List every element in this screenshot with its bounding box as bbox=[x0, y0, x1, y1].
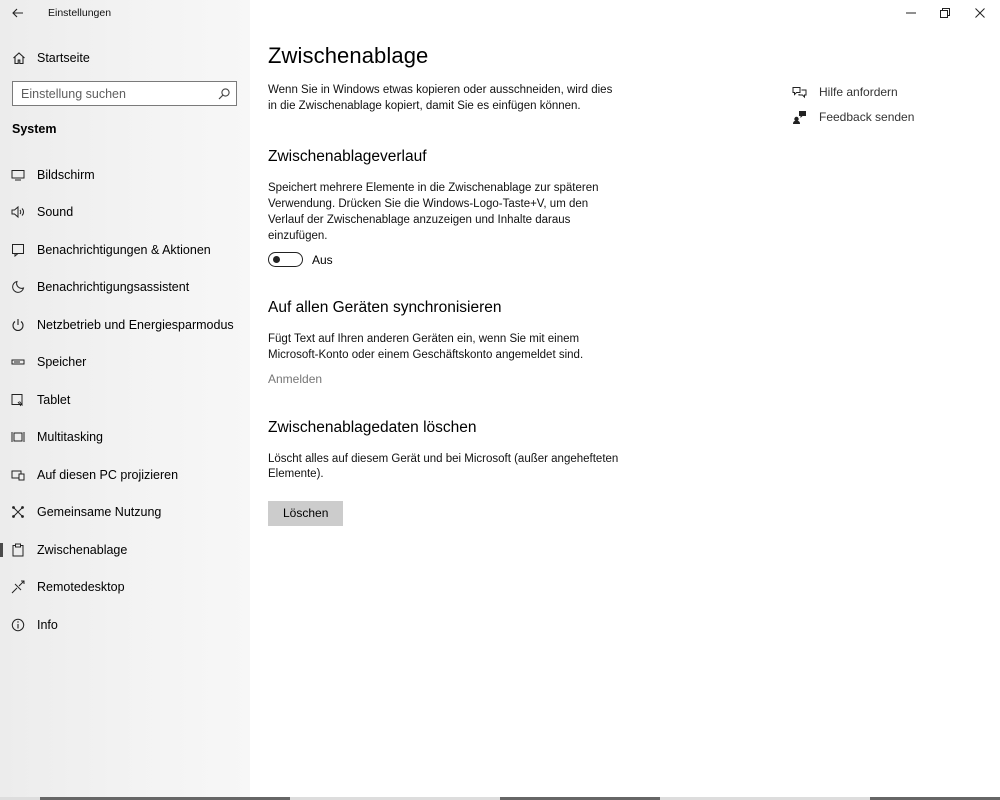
moon-icon bbox=[11, 280, 25, 294]
settings-search[interactable] bbox=[12, 81, 237, 106]
multitasking-icon bbox=[11, 430, 25, 444]
sidebar-item-speicher[interactable] bbox=[0, 344, 250, 382]
restore-button[interactable] bbox=[928, 0, 962, 26]
clear-button[interactable]: Löschen bbox=[268, 501, 343, 526]
history-description: Speichert mehrere Elemente in die Zwischenablage zur späteren Verwendung. Drücken Sie die Windows-Logo-Taste+V, um den Verlauf der Zwischenablage anzuzeigen und Inhalte daraus einzufügen. bbox=[268, 182, 599, 242]
sidebar-item-label: Benachrichtigungen & Aktionen bbox=[37, 242, 211, 257]
history-heading: Zwischenablageverlauf bbox=[268, 148, 427, 166]
sidebar-item-label: Zwischenablage bbox=[37, 542, 128, 557]
home-link[interactable] bbox=[12, 48, 242, 68]
restore-icon bbox=[940, 8, 950, 18]
sidebar-item-benachrichtigungen[interactable] bbox=[0, 231, 250, 269]
get-help-link[interactable] bbox=[792, 79, 914, 104]
section-header: System bbox=[12, 122, 57, 136]
sidebar-item-info[interactable] bbox=[0, 606, 250, 644]
chat-help-icon bbox=[792, 85, 807, 99]
sidebar-item-label: Gemeinsame Nutzung bbox=[37, 505, 162, 520]
history-toggle-row bbox=[268, 252, 628, 267]
notification-icon bbox=[11, 243, 25, 257]
sync-description: Fügt Text auf Ihren anderen Geräten ein, wenn Sie mit einem Microsoft-Konto oder einem Geschäftskonto angemeldet sind. bbox=[268, 333, 584, 361]
back-button[interactable] bbox=[6, 4, 30, 22]
page-title: Zwischenablage bbox=[268, 43, 429, 68]
close-button[interactable] bbox=[963, 0, 997, 26]
sidebar-item-sound[interactable] bbox=[0, 194, 250, 232]
clear-heading: Zwischenablagedaten löschen bbox=[268, 418, 477, 436]
intro-text: Wenn Sie in Windows etwas kopieren oder ausschneiden, wird dies in die Zwischenablage kopiert, damit Sie es einfügen können. bbox=[268, 84, 613, 112]
history-toggle[interactable] bbox=[268, 252, 303, 267]
minimize-button[interactable] bbox=[894, 0, 928, 26]
sidebar-item-label: Speicher bbox=[37, 355, 87, 370]
help-panel bbox=[792, 79, 914, 129]
sync-heading: Auf allen Geräten synchronisieren bbox=[268, 299, 502, 317]
sidebar bbox=[0, 0, 250, 800]
feedback-link[interactable] bbox=[792, 104, 914, 129]
tablet-icon bbox=[11, 393, 25, 407]
sidebar-item-label: Sound bbox=[37, 205, 74, 220]
clear-description: Löscht alles auf diesem Gerät und bei Microsoft (außer angehefteten Elemente). bbox=[268, 452, 619, 481]
project-icon bbox=[11, 468, 25, 482]
sidebar-item-label: Tablet bbox=[37, 392, 71, 407]
storage-icon bbox=[11, 355, 25, 369]
history-toggle-state: Aus bbox=[312, 252, 333, 267]
sign-in-link[interactable]: Anmelden bbox=[268, 371, 323, 386]
close-icon bbox=[975, 8, 985, 18]
monitor-icon bbox=[11, 168, 25, 182]
sidebar-item-tablet[interactable] bbox=[0, 381, 250, 419]
sidebar-item-zwischenablage[interactable] bbox=[0, 531, 250, 569]
back-arrow-icon bbox=[12, 8, 24, 18]
main-content bbox=[268, 40, 628, 526]
app-title: Einstellungen bbox=[48, 7, 112, 19]
home-icon bbox=[12, 51, 26, 65]
toggle-knob bbox=[273, 256, 280, 263]
sidebar-item-projizieren[interactable] bbox=[0, 456, 250, 494]
get-help-label: Hilfe anfordern bbox=[819, 84, 898, 99]
sidebar-item-label: Remotedesktop bbox=[37, 580, 125, 595]
remote-desktop-icon bbox=[11, 580, 25, 594]
sidebar-item-label: Bildschirm bbox=[37, 167, 95, 182]
share-icon bbox=[11, 505, 25, 519]
minimize-icon bbox=[906, 8, 916, 18]
speaker-icon bbox=[11, 205, 25, 219]
sidebar-item-label: Multitasking bbox=[37, 430, 103, 445]
sidebar-item-remotedesktop[interactable] bbox=[0, 569, 250, 607]
sidebar-item-label: Auf diesen PC projizieren bbox=[37, 467, 179, 482]
power-icon bbox=[11, 318, 25, 332]
sidebar-item-benachrichtigungsassistent[interactable] bbox=[0, 269, 250, 307]
sidebar-item-label: Info bbox=[37, 617, 58, 632]
search-icon[interactable] bbox=[217, 87, 231, 101]
sidebar-item-label: Benachrichtigungsassistent bbox=[37, 280, 190, 295]
feedback-label: Feedback senden bbox=[819, 109, 915, 124]
title-bar bbox=[0, 0, 250, 26]
sidebar-item-bildschirm[interactable] bbox=[0, 156, 250, 194]
search-input[interactable] bbox=[13, 87, 208, 101]
sidebar-item-netzbetrieb[interactable] bbox=[0, 306, 250, 344]
home-label: Startseite bbox=[37, 51, 90, 65]
sidebar-item-gemeinsame-nutzung[interactable] bbox=[0, 494, 250, 532]
sidebar-item-multitasking[interactable] bbox=[0, 419, 250, 457]
info-icon bbox=[11, 618, 25, 632]
sidebar-nav bbox=[0, 156, 250, 644]
sidebar-item-label: Netzbetrieb und Energiesparmodus bbox=[37, 317, 234, 332]
clipboard-icon bbox=[11, 543, 25, 557]
feedback-icon bbox=[792, 110, 807, 124]
